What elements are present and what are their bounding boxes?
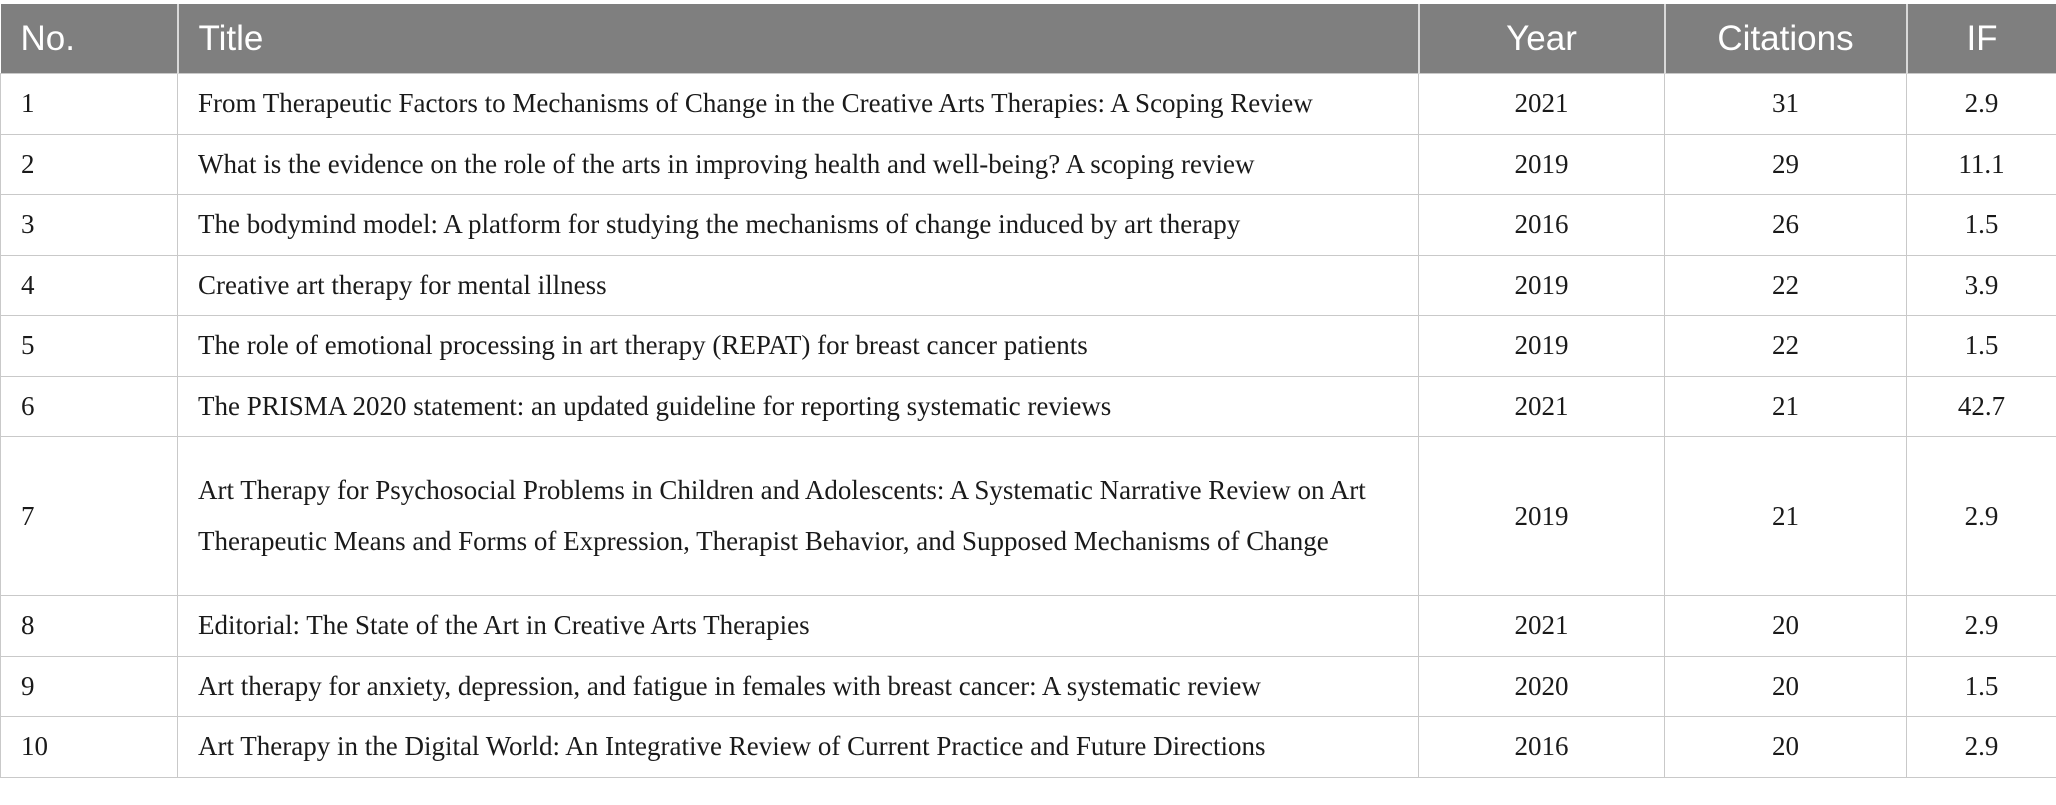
table-row	[1, 656, 2056, 717]
table-header	[1, 4, 2056, 74]
cell-year: 2021	[1419, 74, 1665, 135]
cell-citations: 20	[1665, 656, 1907, 717]
cell-no: 1	[1, 74, 178, 135]
citations-table-container	[0, 4, 2056, 778]
cell-no: 6	[1, 376, 178, 437]
citations-table	[0, 4, 2056, 778]
table-row	[1, 74, 2056, 135]
cell-no: 2	[1, 134, 178, 195]
cell-citations: 26	[1665, 195, 1907, 256]
header-year: Year	[1419, 4, 1665, 74]
table-row	[1, 195, 2056, 256]
cell-no: 5	[1, 316, 178, 377]
table-row	[1, 717, 2056, 778]
cell-no: 10	[1, 717, 178, 778]
cell-year: 2016	[1419, 195, 1665, 256]
cell-if: 1.5	[1907, 195, 2056, 256]
cell-title: Art therapy for anxiety, depression, and fatigue in females with breast cancer: A systematic review	[178, 656, 1419, 717]
cell-year: 2016	[1419, 717, 1665, 778]
cell-if: 42.7	[1907, 376, 2056, 437]
cell-if: 1.5	[1907, 656, 2056, 717]
cell-if: 11.1	[1907, 134, 2056, 195]
cell-title: The PRISMA 2020 statement: an updated guideline for reporting systematic reviews	[178, 376, 1419, 437]
cell-if: 3.9	[1907, 255, 2056, 316]
cell-title: What is the evidence on the role of the arts in improving health and well-being? A scoping review	[178, 134, 1419, 195]
cell-no: 4	[1, 255, 178, 316]
cell-year: 2019	[1419, 255, 1665, 316]
cell-if: 2.9	[1907, 717, 2056, 778]
header-no: No.	[1, 4, 178, 74]
cell-citations: 29	[1665, 134, 1907, 195]
cell-if: 2.9	[1907, 74, 2056, 135]
cell-title: Art Therapy for Psychosocial Problems in Children and Adolescents: A Systematic Narrative Review on Art Therapeutic Means and Forms of Expression, Therapist Behavior, and Supposed Mechanisms of Change	[178, 437, 1419, 596]
table-row	[1, 316, 2056, 377]
table-row	[1, 134, 2056, 195]
cell-year: 2019	[1419, 316, 1665, 377]
cell-citations: 22	[1665, 255, 1907, 316]
cell-year: 2021	[1419, 376, 1665, 437]
cell-if: 1.5	[1907, 316, 2056, 377]
cell-title: Editorial: The State of the Art in Creative Arts Therapies	[178, 596, 1419, 657]
header-citations: Citations	[1665, 4, 1907, 74]
cell-if: 2.9	[1907, 437, 2056, 596]
table-row	[1, 437, 2056, 596]
cell-citations: 21	[1665, 376, 1907, 437]
cell-title: Creative art therapy for mental illness	[178, 255, 1419, 316]
cell-citations: 31	[1665, 74, 1907, 135]
table-body	[1, 74, 2056, 778]
cell-year: 2020	[1419, 656, 1665, 717]
cell-title: The role of emotional processing in art therapy (REPAT) for breast cancer patients	[178, 316, 1419, 377]
table-row	[1, 596, 2056, 657]
cell-citations: 20	[1665, 596, 1907, 657]
table-row	[1, 376, 2056, 437]
cell-no: 3	[1, 195, 178, 256]
table-row	[1, 255, 2056, 316]
cell-year: 2019	[1419, 134, 1665, 195]
cell-year: 2019	[1419, 437, 1665, 596]
cell-title: From Therapeutic Factors to Mechanisms of Change in the Creative Arts Therapies: A Scoping Review	[178, 74, 1419, 135]
header-row	[1, 4, 2056, 74]
cell-no: 7	[1, 437, 178, 596]
cell-no: 9	[1, 656, 178, 717]
cell-citations: 22	[1665, 316, 1907, 377]
header-if: IF	[1907, 4, 2056, 74]
cell-no: 8	[1, 596, 178, 657]
cell-year: 2021	[1419, 596, 1665, 657]
cell-citations: 21	[1665, 437, 1907, 596]
cell-title: The bodymind model: A platform for studying the mechanisms of change induced by art therapy	[178, 195, 1419, 256]
header-title: Title	[178, 4, 1419, 74]
cell-if: 2.9	[1907, 596, 2056, 657]
cell-citations: 20	[1665, 717, 1907, 778]
cell-title: Art Therapy in the Digital World: An Integrative Review of Current Practice and Future Directions	[178, 717, 1419, 778]
